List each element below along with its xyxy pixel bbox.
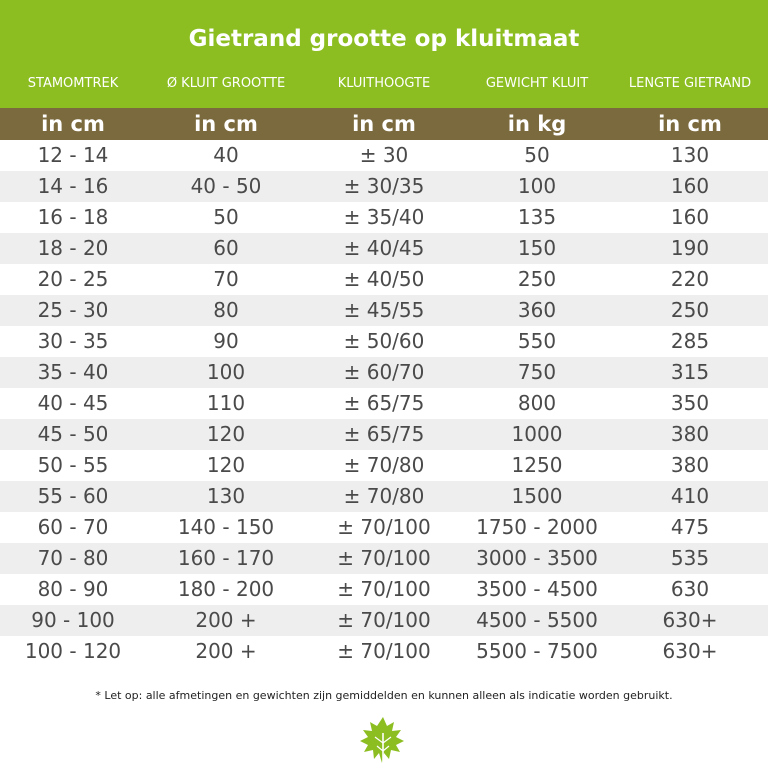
table-row	[0, 202, 768, 233]
cell-lengte-gietrand: 250	[670, 298, 710, 322]
cell-gewicht-kluit: 4500 - 5500	[476, 608, 598, 632]
cell-stamomtrek: 14 - 16	[37, 174, 109, 198]
cell-kluithoogte: ± 50/60	[343, 329, 425, 353]
table-row	[0, 326, 768, 357]
cell-kluithoogte: ± 65/75	[343, 391, 425, 415]
table-row	[0, 636, 768, 667]
cell-lengte-gietrand: 285	[670, 329, 710, 353]
cell-kluit-grootte: 80	[213, 298, 239, 322]
cell-gewicht-kluit: 1750 - 2000	[476, 515, 598, 539]
cell-gewicht-kluit: 1000	[511, 422, 563, 446]
cell-kluithoogte: ± 70/100	[337, 546, 431, 570]
cell-stamomtrek: 70 - 80	[37, 546, 109, 570]
cell-kluithoogte: ± 35/40	[343, 205, 425, 229]
cell-kluit-grootte: 40	[213, 143, 239, 167]
cell-gewicht-kluit: 1500	[511, 484, 563, 508]
unit-lengte-gietrand: in cm	[658, 112, 722, 136]
column-header-stamomtrek: STAMOMTREK	[27, 76, 119, 91]
cell-lengte-gietrand: 160	[670, 205, 710, 229]
column-header-kluit-grootte: Ø KLUIT GROOTTE	[166, 76, 286, 91]
cell-gewicht-kluit: 750	[517, 360, 557, 384]
table-title: Gietrand grootte op kluitmaat	[188, 26, 580, 52]
cell-stamomtrek: 50 - 55	[37, 453, 109, 477]
cell-kluithoogte: ± 45/55	[343, 298, 425, 322]
cell-gewicht-kluit: 250	[517, 267, 557, 291]
table-row	[0, 388, 768, 419]
cell-lengte-gietrand: 630+	[662, 639, 718, 663]
cell-gewicht-kluit: 800	[517, 391, 557, 415]
unit-kluit-grootte: in cm	[194, 112, 258, 136]
table-row	[0, 481, 768, 512]
cell-stamomtrek: 60 - 70	[37, 515, 109, 539]
cell-kluithoogte: ± 70/100	[337, 639, 431, 663]
cell-kluit-grootte: 140 - 150	[177, 515, 275, 539]
cell-kluit-grootte: 160 - 170	[177, 546, 275, 570]
unit-stamomtrek: in cm	[41, 112, 105, 136]
cell-kluit-grootte: 50	[213, 205, 239, 229]
cell-lengte-gietrand: 130	[670, 143, 710, 167]
cell-stamomtrek: 40 - 45	[37, 391, 109, 415]
table-row	[0, 605, 768, 636]
table-row	[0, 264, 768, 295]
cell-kluithoogte: ± 70/100	[337, 515, 431, 539]
table-row	[0, 419, 768, 450]
cell-kluithoogte: ± 60/70	[343, 360, 425, 384]
cell-kluithoogte: ± 70/100	[337, 577, 431, 601]
table-row	[0, 171, 768, 202]
table-row	[0, 233, 768, 264]
units-row	[0, 108, 768, 140]
cell-stamomtrek: 16 - 18	[37, 205, 109, 229]
cell-lengte-gietrand: 190	[670, 236, 710, 260]
cell-kluit-grootte: 40 - 50	[190, 174, 262, 198]
cell-lengte-gietrand: 350	[670, 391, 710, 415]
cell-stamomtrek: 35 - 40	[37, 360, 109, 384]
cell-kluithoogte: ± 40/45	[343, 236, 425, 260]
cell-kluithoogte: ± 30	[359, 143, 409, 167]
cell-stamomtrek: 25 - 30	[37, 298, 109, 322]
cell-stamomtrek: 55 - 60	[37, 484, 109, 508]
cell-kluit-grootte: 200 +	[195, 608, 257, 632]
cell-gewicht-kluit: 360	[517, 298, 557, 322]
cell-gewicht-kluit: 50	[524, 143, 550, 167]
cell-lengte-gietrand: 630+	[662, 608, 718, 632]
cell-kluit-grootte: 90	[213, 329, 239, 353]
cell-gewicht-kluit: 550	[517, 329, 557, 353]
header-band	[0, 0, 768, 108]
cell-lengte-gietrand: 475	[670, 515, 710, 539]
cell-lengte-gietrand: 380	[670, 453, 710, 477]
cell-kluithoogte: ± 65/75	[343, 422, 425, 446]
cell-gewicht-kluit: 135	[517, 205, 557, 229]
unit-kluithoogte: in cm	[352, 112, 416, 136]
cell-gewicht-kluit: 1250	[511, 453, 563, 477]
leaf-logo-icon	[356, 713, 410, 767]
table-row	[0, 450, 768, 481]
cell-stamomtrek: 80 - 90	[37, 577, 109, 601]
cell-stamomtrek: 18 - 20	[37, 236, 109, 260]
cell-lengte-gietrand: 410	[670, 484, 710, 508]
cell-kluithoogte: ± 70/80	[343, 453, 425, 477]
column-headers	[0, 74, 768, 94]
table-row	[0, 574, 768, 605]
cell-kluit-grootte: 120	[206, 422, 246, 446]
footnote: * Let op: alle afmetingen en gewichten zijn gemiddelden en kunnen alleen als indicatie worden gebruikt.	[95, 689, 673, 702]
cell-kluithoogte: ± 40/50	[343, 267, 425, 291]
table-row	[0, 512, 768, 543]
cell-lengte-gietrand: 380	[670, 422, 710, 446]
cell-stamomtrek: 45 - 50	[37, 422, 109, 446]
cell-stamomtrek: 30 - 35	[37, 329, 109, 353]
cell-stamomtrek: 90 - 100	[31, 608, 115, 632]
cell-kluit-grootte: 60	[213, 236, 239, 260]
cell-lengte-gietrand: 315	[670, 360, 710, 384]
cell-lengte-gietrand: 630	[670, 577, 710, 601]
cell-gewicht-kluit: 3000 - 3500	[476, 546, 598, 570]
cell-kluit-grootte: 200 +	[195, 639, 257, 663]
table-row	[0, 357, 768, 388]
cell-gewicht-kluit: 5500 - 7500	[476, 639, 598, 663]
cell-kluithoogte: ± 70/100	[337, 608, 431, 632]
cell-gewicht-kluit: 100	[517, 174, 557, 198]
column-header-kluithoogte: KLUITHOOGTE	[337, 76, 431, 91]
table-row	[0, 295, 768, 326]
table-row	[0, 140, 768, 171]
cell-kluit-grootte: 110	[206, 391, 246, 415]
cell-stamomtrek: 12 - 14	[37, 143, 109, 167]
column-header-gewicht-kluit: GEWICHT KLUIT	[485, 76, 589, 91]
cell-lengte-gietrand: 160	[670, 174, 710, 198]
cell-kluithoogte: ± 70/80	[343, 484, 425, 508]
cell-gewicht-kluit: 150	[517, 236, 557, 260]
cell-kluit-grootte: 180 - 200	[177, 577, 275, 601]
cell-kluithoogte: ± 30/35	[343, 174, 425, 198]
cell-stamomtrek: 20 - 25	[37, 267, 109, 291]
table-row	[0, 543, 768, 574]
cell-lengte-gietrand: 535	[670, 546, 710, 570]
column-header-lengte-gietrand: LENGTE GIETRAND	[628, 76, 752, 91]
cell-stamomtrek: 100 - 120	[24, 639, 122, 663]
cell-lengte-gietrand: 220	[670, 267, 710, 291]
cell-kluit-grootte: 70	[213, 267, 239, 291]
unit-gewicht-kluit: in kg	[507, 112, 567, 136]
cell-kluit-grootte: 100	[206, 360, 246, 384]
cell-kluit-grootte: 120	[206, 453, 246, 477]
cell-kluit-grootte: 130	[206, 484, 246, 508]
cell-gewicht-kluit: 3500 - 4500	[476, 577, 598, 601]
